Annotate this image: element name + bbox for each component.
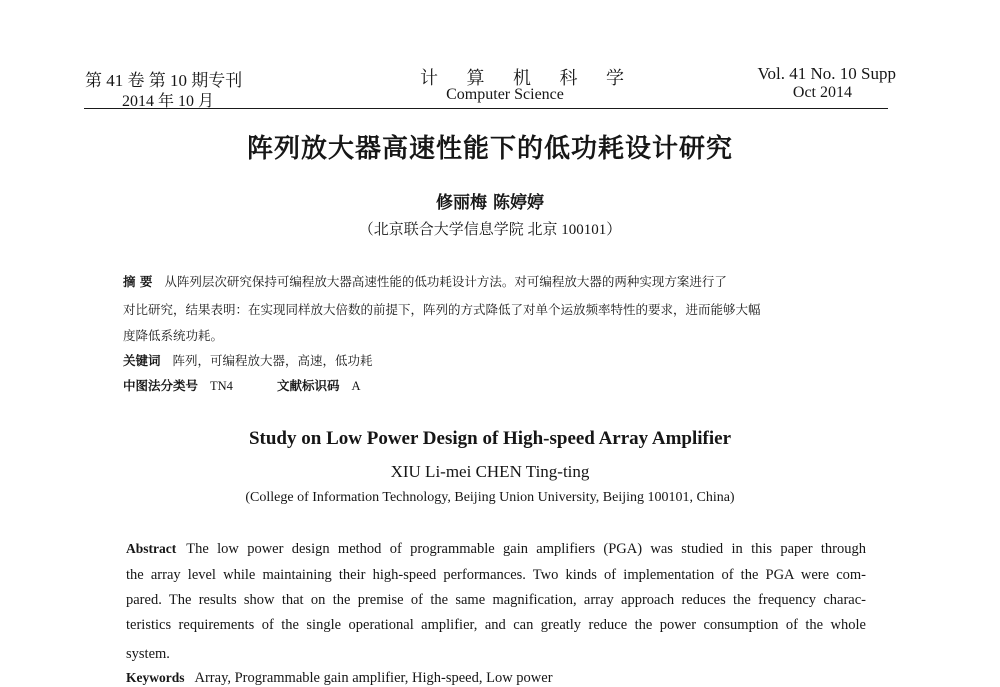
abstract-en-label: Abstract bbox=[126, 541, 177, 556]
abstract-en-line: teristics requirements of the single operational amplifier, and can greatly reduce the power consumption of the whole bbox=[126, 617, 866, 633]
abstract-cn-line: 度降低系统功耗。 bbox=[123, 328, 224, 343]
affiliation-cn: （北京联合大学信息学院 北京 100101） bbox=[358, 222, 622, 238]
header-rule bbox=[84, 108, 888, 109]
journal-volume-issue: 第 41 卷 第 10 期专刊 bbox=[85, 71, 243, 90]
doc-code-value: A bbox=[351, 379, 361, 393]
affiliation-en: (College of Information Technology, Beijing Union University, Beijing 100101, China) bbox=[245, 490, 735, 505]
keywords-en-text: Array, Programmable gain amplifier, High-speed, Low power bbox=[194, 670, 553, 686]
classification-cn bbox=[123, 380, 360, 393]
journal-name-en: Computer Science bbox=[446, 86, 564, 103]
abstract-en-text: The low power design method of programmable gain amplifiers (PGA) was studied in this paper through bbox=[186, 541, 866, 557]
abstract-cn-text: 从阵列层次研究保持可编程放大器高速性能的低功耗设计方法。对可编程放大器的两种实现方案进行了 bbox=[164, 274, 727, 289]
journal-date-en: Oct 2014 bbox=[792, 84, 852, 101]
abstract-en-line bbox=[126, 541, 866, 558]
abstract-en-line: the array level while maintaining their high-speed performances. Two kinds of implementation of the PGA were com- bbox=[126, 567, 866, 583]
journal-name-cn: 计 算 机 科 学 bbox=[420, 68, 636, 88]
doc-code-label: 文献标识码 bbox=[276, 378, 340, 393]
keywords-en-label: Keywords bbox=[126, 670, 185, 685]
paper-title-en: Study on Low Power Design of High-speed Array Amplifier bbox=[248, 428, 732, 449]
authors-en: XIU Li-mei CHEN Ting-ting bbox=[390, 462, 590, 481]
journal-date-cn: 2014 年 10 月 bbox=[122, 93, 215, 110]
abstract-cn-line: 对比研究，结果表明：在实现同样放大倍数的前提下，阵列的方式降低了对单个运放频率特性的要求，进而能够大幅 bbox=[123, 302, 761, 317]
keywords-cn-label: 关键词 bbox=[123, 353, 161, 368]
abstract-en-line: system. bbox=[126, 646, 170, 662]
paper-title-cn: 阵列放大器高速性能下的低功耗设计研究 bbox=[246, 134, 733, 164]
clc-label: 中图法分类号 bbox=[123, 378, 199, 393]
authors-cn: 修丽梅 陈婷婷 bbox=[436, 193, 544, 213]
abstract-cn-line bbox=[123, 276, 727, 289]
clc-value: TN4 bbox=[210, 379, 233, 393]
abstract-cn-label: 摘 要 bbox=[123, 274, 153, 289]
abstract-en-line: pared. The results show that on the premise of the same magnification, array approach reduces the frequency charac- bbox=[126, 592, 866, 608]
keywords-cn-text: 阵列，可编程放大器，高速，低功耗 bbox=[172, 353, 373, 368]
journal-volume-en: Vol. 41 No. 10 Supp bbox=[757, 64, 896, 83]
keywords-cn bbox=[123, 355, 373, 368]
keywords-en bbox=[126, 670, 553, 687]
